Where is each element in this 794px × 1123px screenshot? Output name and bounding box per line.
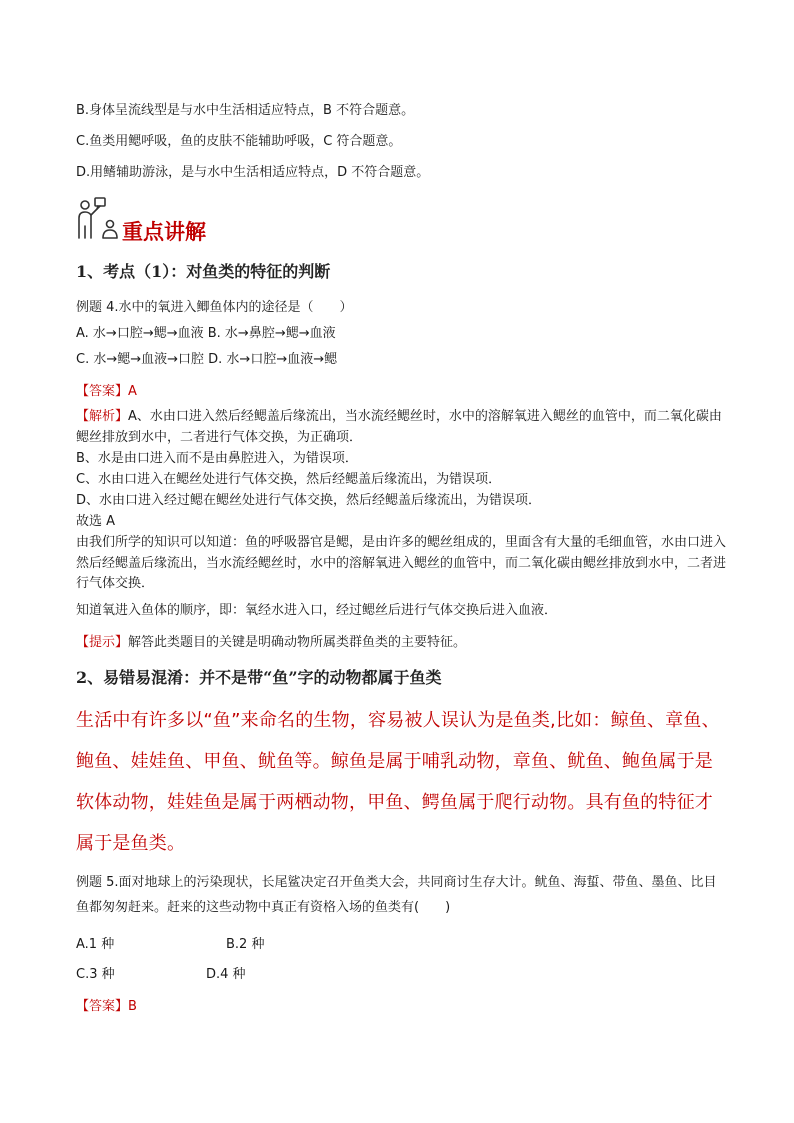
example4-analysis (76, 407, 726, 448)
analysis-line-b: B、水是由口进入而不是由鼻腔进入，为错误项． (76, 451, 358, 466)
knowledge-paragraph: 由我们所学的知识可以知道：鱼的呼吸器官是鳃，是由许多的鳃丝组成的，里面含有大量的毛细血管，水由口进入然后经鳃盖后缘流出，当水流经鳃丝时，水中的溶解氧进入鳃丝的血管中，而二氧化碳由鳃丝排放到水中，二者进行气体交换． (76, 535, 727, 591)
prev-option-d: D.用鳍辅助游泳，是与水中生活相适应特点，D 不符合题意。 (76, 165, 430, 180)
tip-text: 解答此类题目的关键是明确动物所属类群鱼类的主要特征。 (128, 635, 467, 650)
tip-label: 【提示】 (76, 635, 129, 650)
example4-question: 例题 4.水中的氧进入鲫鱼体内的途径是（ ） (76, 300, 353, 315)
example4-options-ab: A. 水→口腔→鳃→血液 B. 水→鼻腔→鳃→血液 (76, 326, 336, 341)
point2-heading: 2、易错易混淆：并不是带“鱼”字的动物都属于鱼类 (76, 668, 442, 687)
analysis-line-d: D、水由口进入经过鳃在鳃丝处进行气体交换，然后经鳃盖后缘流出，为错误项． (76, 493, 542, 508)
prev-option-c: C.鱼类用鳃呼吸，鱼的皮肤不能辅助呼吸，C 符合题意。 (76, 134, 402, 149)
prev-option-b: B.身体呈流线型是与水中生活相适应特点，B 不符合题意。 (76, 103, 415, 118)
analysis-line-c: C、水由口进入在鳃丝处进行气体交换，然后经鳃盖后缘流出，为错误项． (76, 472, 502, 487)
point2-explanation: 生活中有许多以“鱼”来命名的生物，容易被人误认为是鱼类,比如：鲸鱼、章鱼、鲍鱼、娃娃鱼、甲鱼、鱿鱼等。鲸鱼是属于哺乳动物，章鱼、鱿鱼、鲍鱼属于是软体动物，娃娃鱼是属于两栖动物，甲鱼、鳄鱼属于爬行动物。具有鱼的特征才属于是鱼类。 (76, 710, 720, 854)
analysis-choice: 故选 A (76, 514, 116, 529)
example5-option-a: A.1 种 (76, 937, 115, 952)
answer5-label: 【答案】 (76, 999, 129, 1014)
example5-answer (76, 997, 137, 1017)
section-title: 重点讲解 (122, 219, 206, 244)
point1-heading: 1、考点（1）：对鱼类的特征的判断 (76, 262, 331, 281)
oxygen-order: 知道氧进入鱼体的顺序，即：氧经水进入口，经过鳃丝后进行气体交换后进入血液． (76, 603, 558, 618)
tip (76, 633, 726, 654)
answer-label: 【答案】 (76, 384, 129, 399)
answer-value: A (128, 384, 137, 399)
example4-answer (76, 382, 137, 402)
example5-option-d: D.4 种 (206, 967, 246, 982)
example5-option-c: C.3 种 (76, 967, 115, 982)
example5-option-b: B.2 种 (226, 937, 265, 952)
answer5-value: B (128, 999, 137, 1014)
analysis-label: 【解析】 (76, 409, 129, 424)
teacher-presenting-icon (76, 196, 120, 240)
analysis-first: A、水由口进入然后经鳃盖后缘流出，当水流经鳃丝时，水中的溶解氧进入鳃丝的血管中，而二氧化碳由鳃丝排放到水中，二者进行气体交换，为正确项． (76, 409, 722, 445)
example4-options-cd: C. 水→鳃→血液→口腔 D. 水→口腔→血液→鳃 (76, 352, 338, 367)
example5-question: 例题 5.面对地球上的污染现状，长尾鲨决定召开鱼类大会，共同商讨生存大计。鱿鱼、海蜇、带鱼、墨鱼、比目鱼都匆匆赶来。赶来的这些动物中真正有资格入场的鱼类有( ) (76, 875, 717, 915)
